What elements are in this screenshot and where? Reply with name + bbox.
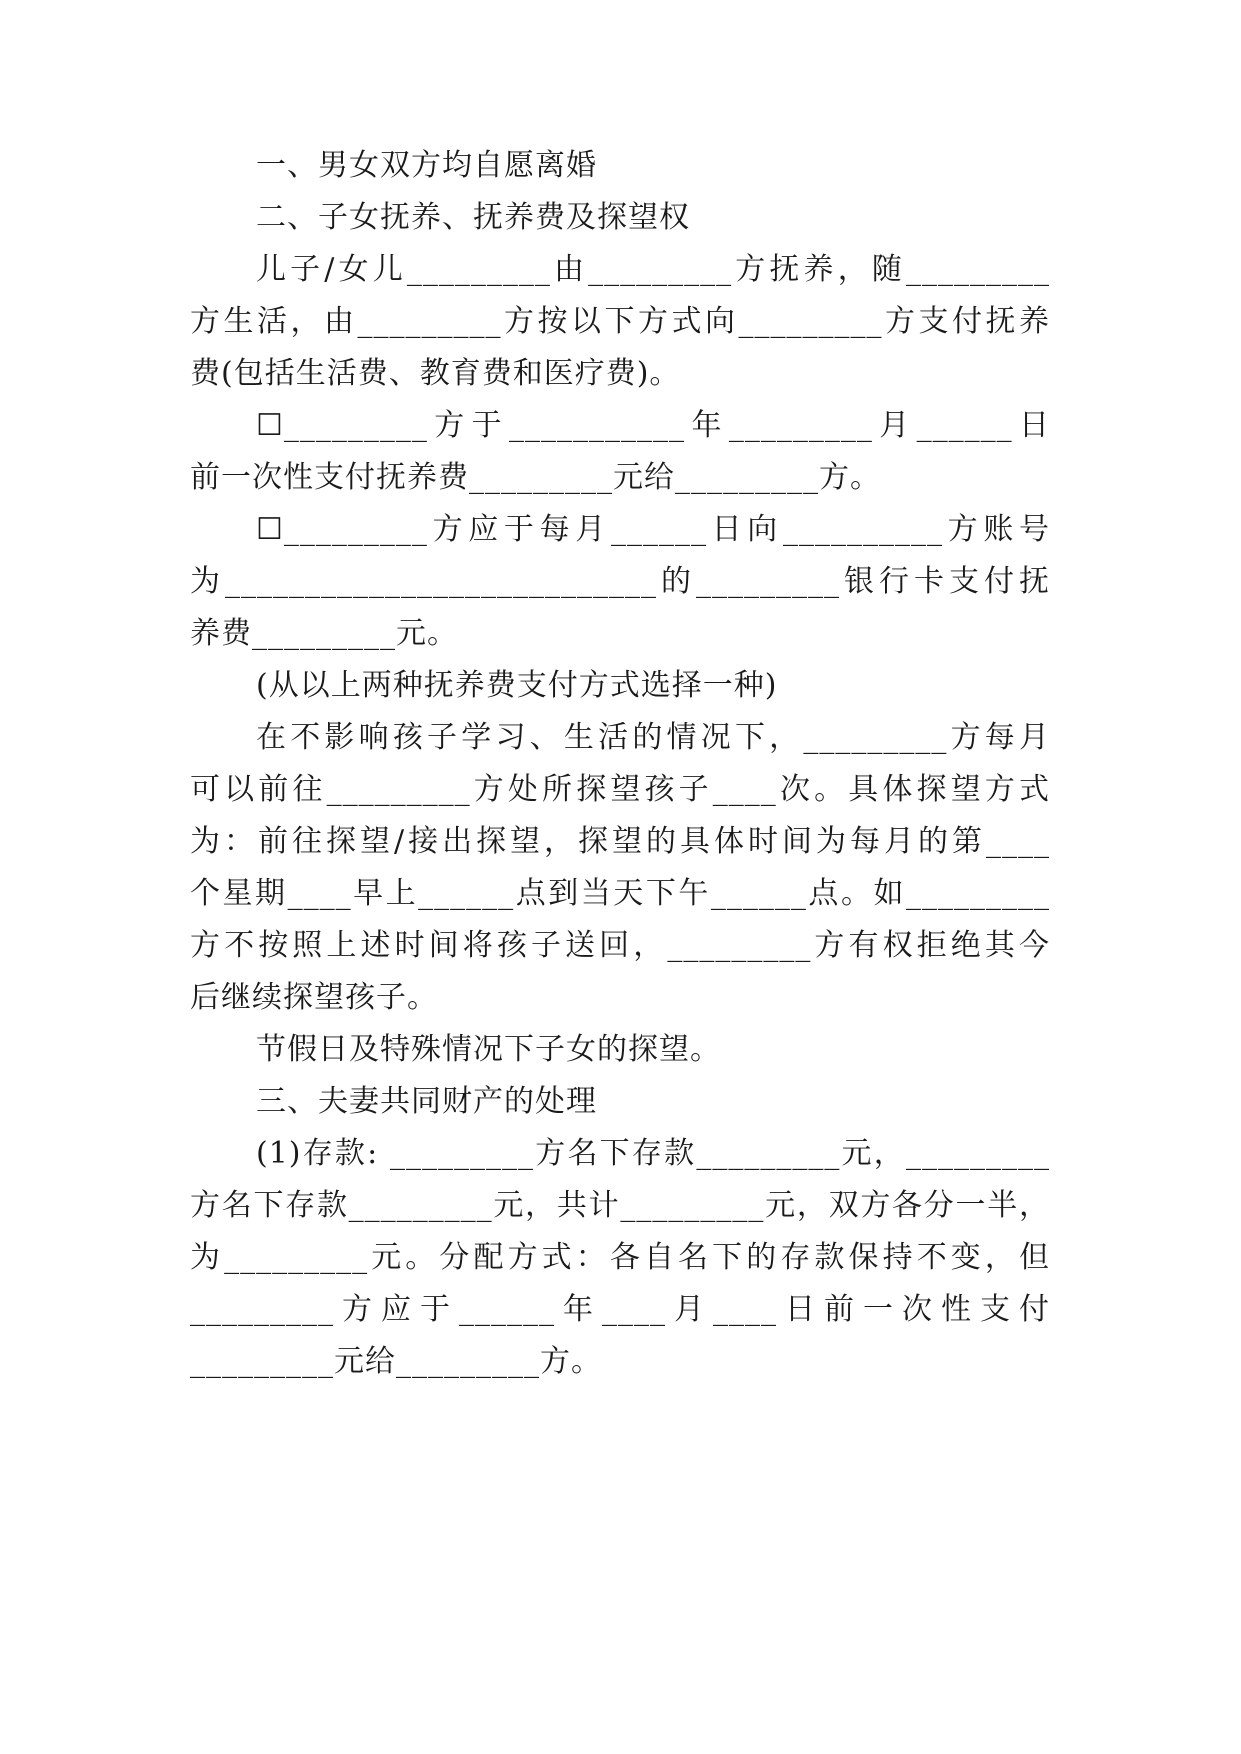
paragraph-line: 费(包括生活费、教育费和医疗费)。 [190, 356, 681, 391]
paragraph-line: 养费_________元。 [190, 616, 458, 651]
checkbox-option-line: ☐_________方于___________年_________月______日 [256, 408, 1050, 443]
paragraph-line: 个星期____早上______点到当天下午______点。如_________ [190, 876, 1050, 911]
section-heading-3: 三、夫妻共同财产的处理 [256, 1084, 597, 1119]
paragraph-line: 后继续探望孩子。 [190, 980, 438, 1015]
paragraph-line: 在不影响孩子学习、生活的情况下，_________方每月 [256, 720, 1050, 755]
paragraph-line: 儿子/女儿_________由_________方抚养，随_________ [256, 252, 1050, 287]
paragraph-line: 前一次性支付抚养费_________元给_________方。 [190, 460, 881, 495]
section-heading-2: 二、子女抚养、抚养费及探望权 [256, 200, 690, 235]
paragraph-line: 为___________________________的_________银行卡支付抚 [190, 564, 1050, 599]
section-heading-1: 一、男女双方均自愿离婚 [256, 148, 597, 183]
paragraph-line: 方不按照上述时间将孩子送回，_________方有权拒绝其今 [190, 928, 1050, 963]
paragraph-line: _________方应于______年____月____日前一次性支付 [190, 1292, 1050, 1327]
paragraph-line: 方生活，由_________方按以下方式向_________方支付抚养 [190, 304, 1050, 339]
paragraph-line: 节假日及特殊情况下子女的探望。 [256, 1032, 721, 1067]
paragraph-line: 方名下存款_________元，共计_________元，双方各分一半， [190, 1188, 1050, 1223]
checkbox-option-line: ☐_________方应于每月______日向__________方账号 [256, 512, 1050, 547]
paragraph-line: (1)存款: _________方名下存款_________元，_________ [256, 1136, 1050, 1171]
note-line: (从以上两种抚养费支付方式选择一种) [256, 668, 778, 703]
paragraph-line: 可以前往_________方处所探望孩子____次。具体探望方式 [190, 772, 1050, 807]
paragraph-line: 为：前往探望/接出探望，探望的具体时间为每月的第____ [190, 824, 1050, 859]
paragraph-line: _________元给_________方。 [190, 1344, 602, 1379]
paragraph-line: 为_________元。分配方式：各自名下的存款保持不变，但 [190, 1240, 1050, 1275]
